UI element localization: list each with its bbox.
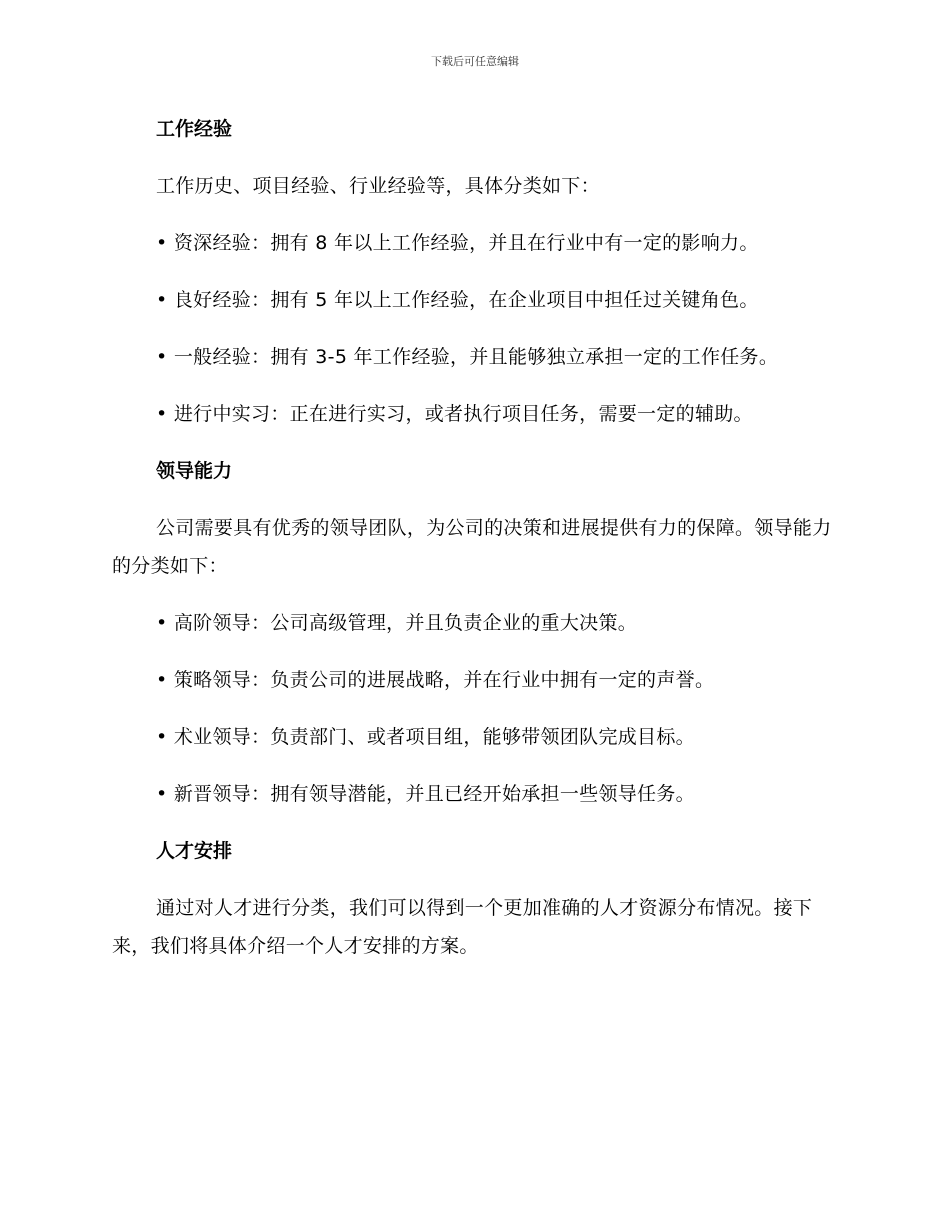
page-header: 下载后可任意编辑 [431,55,519,68]
bullet-list [112,224,842,433]
section-leadership [112,452,842,813]
section-paragraph: 公司需要具有优秀的领导团队，为公司的决策和进展提供有力的保障。领导能力的分类如下： [112,517,832,577]
section-work-experience [112,110,842,433]
document-body [112,110,842,984]
bullet-item: • 资深经验：拥有 8 年以上工作经验，并且在行业中有一定的影响力。 [156,232,759,254]
bullet-item: • 一般经验：拥有 3-5 年工作经验，并且能够独立承担一定的工作任务。 [156,346,779,368]
section-paragraph: 通过对人才进行分类，我们可以得到一个更加准确的人才资源分布情况。接下来，我们将具体介绍一个人才安排的方案。 [112,897,813,957]
bullet-item: • 策略领导：负责公司的进展战略，并在行业中拥有一定的声誉。 [156,669,715,691]
section-talent-arrangement [112,832,842,965]
section-paragraph: 工作历史、项目经验、行业经验等，具体分类如下： [156,175,600,197]
bullet-item: • 进行中实习：正在进行实习，或者执行项目任务，需要一定的辅助。 [156,403,753,425]
section-heading: 领导能力 [156,460,233,482]
section-heading: 人才安排 [156,840,233,862]
bullet-item: • 术业领导：负责部门、或者项目组，能够带领团队完成目标。 [156,726,695,748]
bullet-item: • 新晋领导：拥有领导潜能，并且已经开始承担一些领导任务。 [156,783,695,805]
bullet-item: • 高阶领导：公司高级管理，并且负责企业的重大决策。 [156,612,638,634]
bullet-list [112,604,842,813]
bullet-item: • 良好经验：拥有 5 年以上工作经验，在企业项目中担任过关键角色。 [156,289,759,311]
section-heading: 工作经验 [156,118,233,140]
